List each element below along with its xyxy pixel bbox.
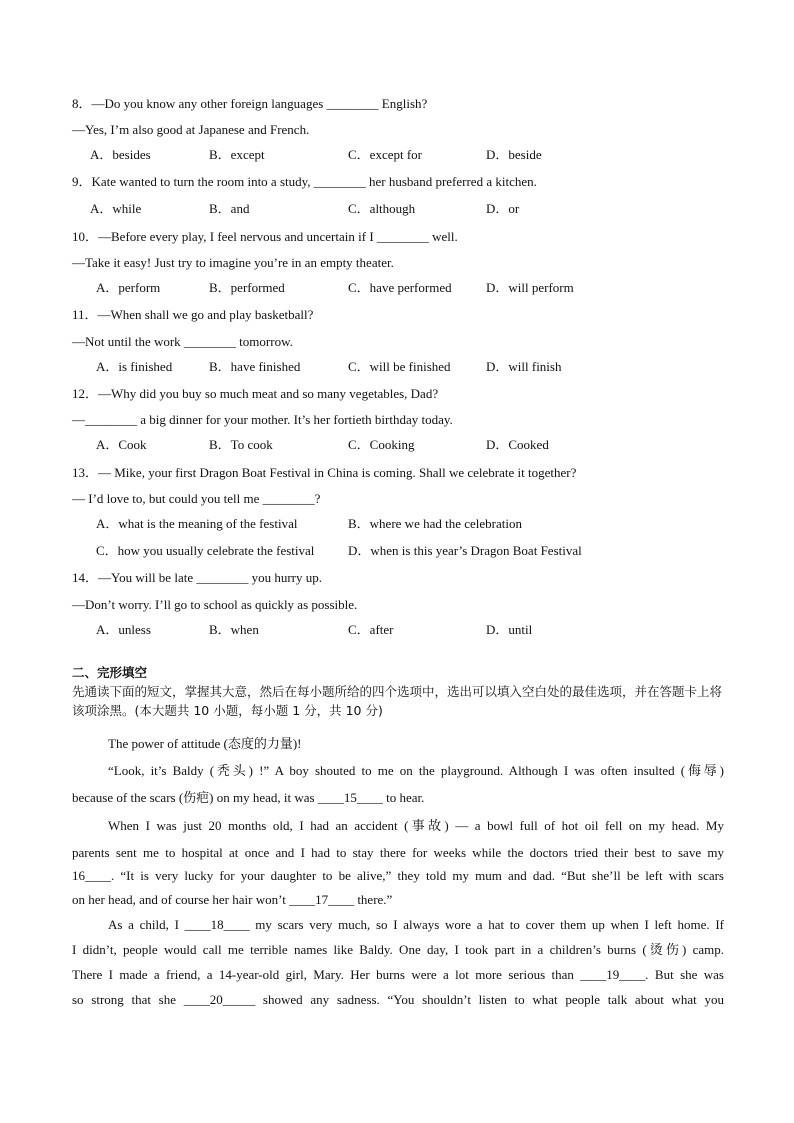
q10-option-b: B．performed xyxy=(209,280,285,295)
q10-option-a: A．perform xyxy=(96,280,161,295)
passage-line: 16____. “It is very lucky for your daughter to be alive,” they told my mum and dad. “But she’ll be left with scars xyxy=(72,868,724,883)
q12-option-d: D．Cooked xyxy=(486,437,549,452)
q10-options xyxy=(0,280,794,296)
q13-options-row-1 xyxy=(0,516,794,532)
passage-line: When I was just 20 months old, I had an accident (事故) — a bowl full of hot oil fell on my head. My xyxy=(108,818,724,833)
q14-stem-2: —Don’t worry. I’ll go to school as quickly as possible. xyxy=(72,597,358,612)
passage-title: The power of attitude (态度的力量)! xyxy=(108,736,302,751)
q10-option-c: C．have performed xyxy=(348,280,452,295)
passage-line: so strong that she ____20_____ showed any sadness. “You shouldn’t listen to what people talk about what you xyxy=(72,992,724,1007)
section-instruction: 先通读下面的短文，掌握其大意，然后在每小题所给的四个选项中，选出可以填入空白处的最佳选项，并在答题卡上将该项涂黑。(本大题共 10 小题，每小题 1 分，共 10 分) xyxy=(72,684,723,718)
q13-option-a: A．what is the meaning of the festival xyxy=(96,516,298,531)
q14-option-a: A．unless xyxy=(96,622,151,637)
q8-option-b: B．except xyxy=(209,147,265,162)
q13-stem-1: 13．— Mike, your first Dragon Boat Festival in China is coming. Shall we celebrate it together? xyxy=(72,465,577,480)
q13-option-b: B．where we had the celebration xyxy=(348,516,522,531)
q8-option-a: A．besides xyxy=(90,147,151,162)
q14-option-d: D．until xyxy=(486,622,533,637)
passage-line: There I made a friend, a 14-year-old girl, Mary. Her burns were a lot more serious than ____19____. But she was xyxy=(72,967,724,982)
q13-stem-2: — I’d love to, but could you tell me ________? xyxy=(72,491,321,506)
q12-option-c: C．Cooking xyxy=(348,437,415,452)
q12-option-a: A．Cook xyxy=(96,437,147,452)
section-title: 二、完形填空 xyxy=(72,665,148,680)
q9-stem-1: 9．Kate wanted to turn the room into a study, ________ her husband preferred a kitchen. xyxy=(72,174,537,189)
q11-stem-1: 11．—When shall we go and play basketball? xyxy=(72,307,314,322)
q14-option-b: B．when xyxy=(209,622,259,637)
q9-option-c: C．although xyxy=(348,201,416,216)
q11-options xyxy=(0,359,794,375)
q9-option-d: D．or xyxy=(486,201,520,216)
q9-option-b: B．and xyxy=(209,201,250,216)
q8-stem-1: 8．—Do you know any other foreign languages ________ English? xyxy=(72,96,428,111)
q10-stem-2: —Take it easy! Just try to imagine you’re in an empty theater. xyxy=(72,255,394,270)
q14-option-c: C．after xyxy=(348,622,394,637)
q13-option-d: D．when is this year’s Dragon Boat Festival xyxy=(348,543,582,558)
q8-option-d: D．beside xyxy=(486,147,542,162)
passage-line: parents sent me to hospital at once and I had to stay there for weeks while the doctors tried their best to save my xyxy=(72,845,724,860)
q8-option-c: C．except for xyxy=(348,147,423,162)
q12-stem-2: —________ a big dinner for your mother. It’s her fortieth birthday today. xyxy=(72,412,453,427)
passage-line: As a child, I ____18____ my scars very much, so I always wore a hat to cover them up when I left home. If xyxy=(108,917,724,932)
q8-stem-2: —Yes, I’m also good at Japanese and French. xyxy=(72,122,310,137)
q12-options xyxy=(0,437,794,453)
q11-stem-2: —Not until the work ________ tomorrow. xyxy=(72,334,293,349)
q10-stem-1: 10．—Before every play, I feel nervous and uncertain if I ________ well. xyxy=(72,229,458,244)
q11-option-a: A．is finished xyxy=(96,359,173,374)
q12-stem-1: 12．—Why did you buy so much meat and so many vegetables, Dad? xyxy=(72,386,439,401)
q11-option-b: B．have finished xyxy=(209,359,301,374)
q12-option-b: B．To cook xyxy=(209,437,273,452)
passage-line: I didn’t, people would call me terrible names like Baldy. One day, I took part in a children’s burns (烫伤) camp. xyxy=(72,942,724,957)
q13-option-c: C．how you usually celebrate the festival xyxy=(96,543,315,558)
passage-line: because of the scars (伤疤) on my head, it was ____15____ to hear. xyxy=(72,790,425,805)
q9-options xyxy=(0,201,794,217)
q14-options xyxy=(0,622,794,638)
q10-option-d: D．will perform xyxy=(486,280,574,295)
q11-option-d: D．will finish xyxy=(486,359,562,374)
q9-option-a: A．while xyxy=(90,201,142,216)
q11-option-c: C．will be finished xyxy=(348,359,451,374)
passage-line: on her head, and of course her hair won’t ____17____ there.” xyxy=(72,892,393,907)
q13-options-row-2 xyxy=(0,543,794,559)
q14-stem-1: 14．—You will be late ________ you hurry up. xyxy=(72,570,323,585)
passage-line: “Look, it’s Baldy (秃头) !” A boy shouted to me on the playground. Although I was often insulted (侮辱) xyxy=(108,763,724,778)
q8-options xyxy=(0,147,794,163)
